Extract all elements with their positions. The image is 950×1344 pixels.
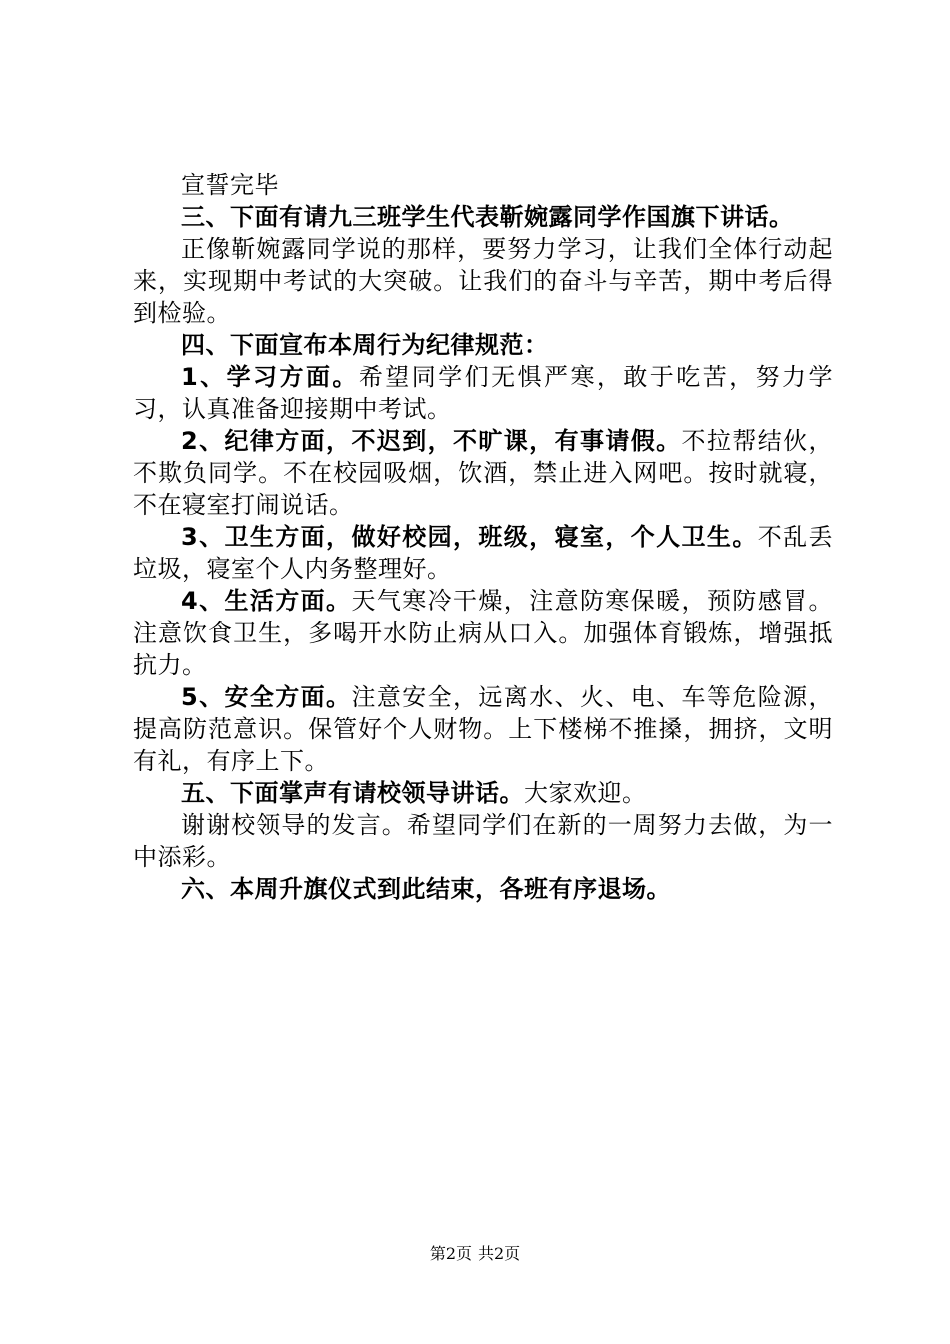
paragraph-bold-text: 5、安全方面。 (181, 683, 352, 711)
paragraph-bold-text: 五、下面掌声有请校领导讲话。 (181, 779, 524, 807)
paragraph-rule-discipline (133, 425, 833, 521)
page-footer (0, 1244, 950, 1264)
paragraph-rule-hygiene (133, 521, 833, 585)
paragraph-bold-text: 3、卫生方面，做好校园，班级，寝室，个人卫生。 (181, 523, 758, 551)
paragraph-text: 注意安全，远离水、火、电、车等危险源，提高防范意识。保管好个人财物。上下楼梯不推搡，拥挤，文明有礼，有序上下。 (133, 683, 834, 775)
paragraph-text: 谢谢校领导的发言。希望同学们在新的一周努力去做，为一中添彩。 (133, 811, 833, 871)
paragraph-bold-text: 1、学习方面。 (181, 363, 359, 391)
paragraph-bold-text: 2、纪律方面，不迟到，不旷课，有事请假。 (181, 427, 682, 455)
paragraph-text: 天气寒冷干燥，注意防寒保暖，预防感冒。注意饮食卫生，多喝开水防止病从口入。加强体育锻炼，增强抵抗力。 (133, 587, 834, 679)
document-body (133, 169, 833, 905)
paragraph-text: 宣誓完毕 (181, 171, 279, 199)
paragraph-bold-text: 六、本周升旗仪式到此结束，各班有序退场。 (181, 875, 671, 903)
paragraph-rule-safety (133, 681, 833, 777)
paragraph-section-4 (133, 329, 833, 361)
paragraph-bold-text: 三、下面有请九三班学生代表靳婉露同学作国旗下讲话。 (181, 203, 794, 231)
paragraph-bold-text: 四、下面宣布本周行为纪律规范： (181, 331, 549, 359)
paragraph-thanks (133, 809, 833, 873)
paragraph-text: 大家欢迎。 (524, 779, 647, 807)
paragraph-section-3 (133, 201, 833, 233)
paragraph-oath-complete (133, 169, 833, 201)
paragraph-text: 希望同学们无惧严寒，敢于吃苦，努力学习，认真准备迎接期中考试。 (133, 363, 834, 423)
page-number-total: 共2页 (478, 1244, 521, 1263)
page-number-current: 第2页 (429, 1244, 472, 1263)
paragraph-section-5 (133, 777, 833, 809)
paragraph-bold-text: 4、生活方面。 (181, 587, 352, 615)
paragraph-speech-summary (133, 233, 833, 329)
paragraph-rule-study (133, 361, 833, 425)
paragraph-text: 不乱丢垃圾，寝室个人内务整理好。 (133, 523, 834, 583)
paragraph-rule-life (133, 585, 833, 681)
paragraph-text: 正像靳婉露同学说的那样，要努力学习，让我们全体行动起来，实现期中考试的大突破。让我们的奋斗与辛苦，期中考后得到检验。 (133, 235, 833, 327)
paragraph-section-6 (133, 873, 833, 905)
paragraph-text: 不拉帮结伙，不欺负同学。不在校园吸烟，饮酒，禁止进入网吧。按时就寝，不在寝室打闹说话。 (133, 427, 834, 519)
